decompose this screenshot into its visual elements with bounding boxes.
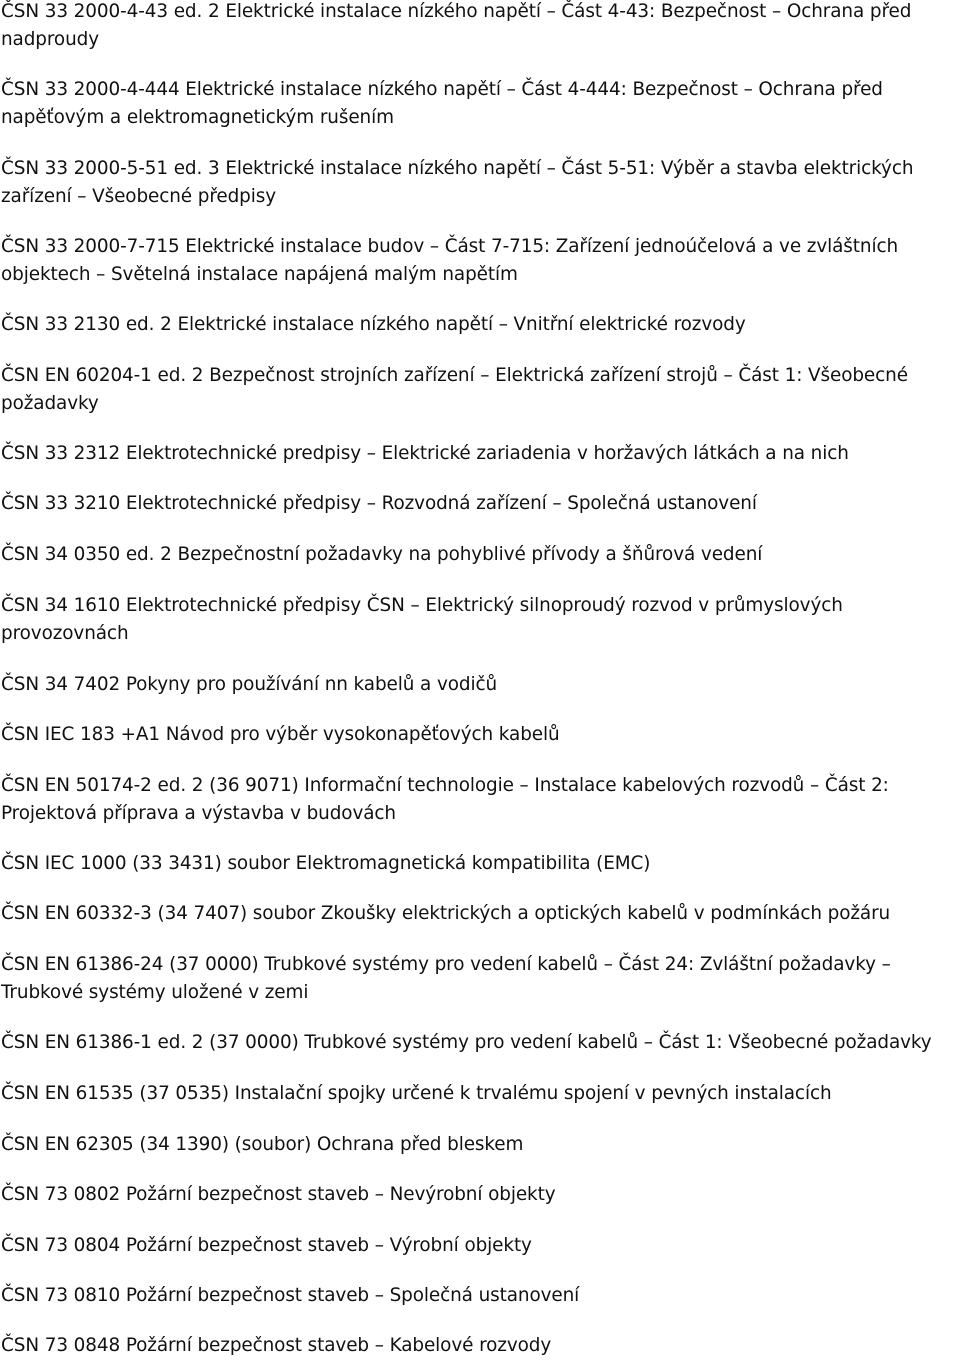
standard-entry: ČSN 73 0810 Požární bezpečnost staveb – Společná ustanovení [1, 1285, 580, 1306]
standard-entry: ČSN EN 60204-1 ed. 2 Bezpečnost strojních zařízení – Elektrická zařízení strojů – Část 1: Všeobecné požadavky [1, 365, 908, 414]
standard-entry: ČSN 33 2130 ed. 2 Elektrické instalace nízkého napětí – Vnitřní elektrické rozvody [1, 314, 746, 335]
standard-entry: ČSN 33 2000-5-51 ed. 3 Elektrické instalace nízkého napětí – Část 5-51: Výběr a stavba elektrických zařízení – Všeobecné předpisy [1, 158, 914, 207]
standard-entry: ČSN IEC 183 +A1 Návod pro výběr vysokonapěťových kabelů [1, 724, 560, 745]
standard-entry: ČSN 73 0804 Požární bezpečnost staveb – Výrobní objekty [1, 1235, 532, 1256]
standard-entry: ČSN 33 2000-7-715 Elektrické instalace budov – Část 7-715: Zařízení jednoúčelová a ve zvláštních objektech – Světelná instalace napájená malým napětím [1, 236, 899, 285]
standard-entry: ČSN EN 50174-2 ed. 2 (36 9071) Informační technologie – Instalace kabelových rozvodů – Část 2: Projektová příprava a výstavba v budovách [1, 775, 889, 824]
standard-entry: ČSN 33 3210 Elektrotechnické předpisy – Rozvodná zařízení – Společná ustanovení [1, 493, 757, 514]
standard-entry: ČSN 34 1610 Elektrotechnické předpisy ČSN – Elektrický silnoproudý rozvod v průmyslových provozovnách [1, 595, 843, 644]
standard-entry: ČSN EN 61386-1 ed. 2 (37 0000) Trubkové systémy pro vedení kabelů – Část 1: Všeobecné požadavky [1, 1032, 932, 1053]
standard-entry: ČSN 33 2312 Elektrotechnické predpisy – Elektrické zariadenia v horžavých látkách a na nich [1, 443, 849, 464]
standard-entry: ČSN 34 0350 ed. 2 Bezpečnostní požadavky na pohyblivé přívody a šňůrová vedení [1, 544, 763, 565]
standard-entry: ČSN EN 62305 (34 1390) (soubor) Ochrana před bleskem [1, 1134, 524, 1155]
standard-entry: ČSN 73 0802 Požární bezpečnost staveb – Nevýrobní objekty [1, 1184, 556, 1205]
standard-entry: ČSN EN 61386-24 (37 0000) Trubkové systémy pro vedení kabelů – Část 24: Zvláštní požadavky – Trubkové systémy uložené v zemi [1, 954, 891, 1003]
standard-entry: ČSN 73 0848 Požární bezpečnost staveb – Kabelové rozvody [1, 1335, 552, 1356]
standard-entry: ČSN EN 61535 (37 0535) Instalační spojky určené k trvalému spojení v pevných instalacích [1, 1083, 832, 1104]
standard-entry: ČSN 34 7402 Pokyny pro používání nn kabelů a vodičů [1, 674, 498, 695]
standard-entry: ČSN 33 2000-4-43 ed. 2 Elektrické instalace nízkého napětí – Část 4-43: Bezpečnost – Ochrana před nadproudy [1, 1, 912, 50]
standard-entry: ČSN EN 60332-3 (34 7407) soubor Zkoušky elektrických a optických kabelů v podmínkách požáru [1, 903, 891, 924]
standard-entry: ČSN IEC 1000 (33 3431) soubor Elektromagnetická kompatibilita (EMC) [1, 853, 651, 874]
standard-entry: ČSN 33 2000-4-444 Elektrické instalace nízkého napětí – Část 4-444: Bezpečnost – Ochrana před napěťovým a elektromagnetickým rušením [1, 79, 883, 128]
